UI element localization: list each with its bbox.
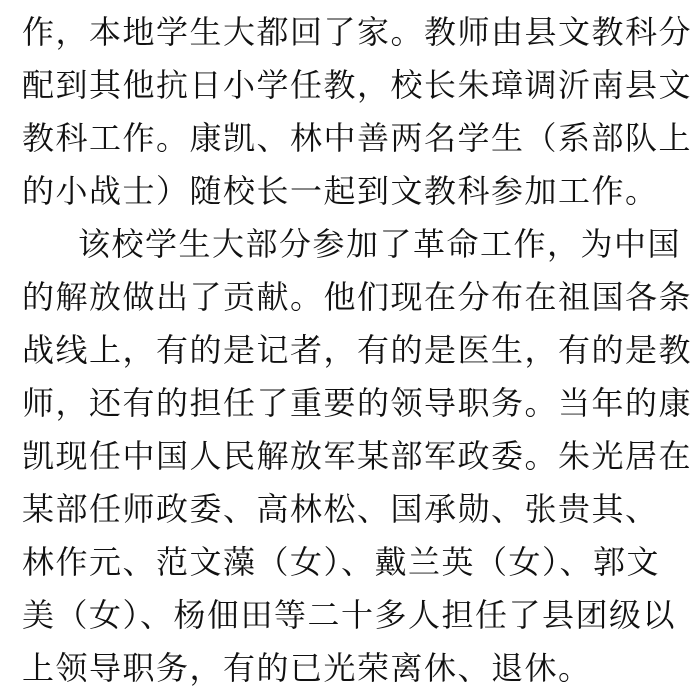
text-line-10: 某部任师政委、高林松、国承勋、张贵其、 bbox=[22, 490, 659, 528]
text-line-13: 上领导职务，有的已光荣离休、退休。 bbox=[22, 649, 592, 687]
text-line-1: 作，本地学生大都回了家。教师由县文教科分 bbox=[22, 13, 692, 51]
text-line-8: 师，还有的担任了重要的领导职务。当年的康 bbox=[22, 384, 692, 422]
text-line-6: 的解放做出了贡献。他们现在分布在祖国各条 bbox=[22, 278, 692, 316]
text-line-2: 配到其他抗日小学任教，校长朱璋调沂南县文 bbox=[22, 66, 692, 104]
text-line-11: 林作元、范文藻（女）、戴兰英（女）、郭文 bbox=[22, 543, 661, 581]
text-line-4: 的小战士）随校长一起到文教科参加工作。 bbox=[22, 172, 659, 210]
text-line-7: 战线上，有的是记者，有的是医生，有的是教 bbox=[22, 331, 692, 369]
text-line-3: 教科工作。康凯、林中善两名学生（系部队上 bbox=[22, 119, 692, 157]
text-line-12: 美（女）、杨佃田等二十多人担任了县团级以 bbox=[22, 596, 677, 634]
text-line-5: 该校学生大部分参加了革命工作，为中国 bbox=[78, 225, 682, 263]
text-line-9: 凯现任中国人民解放军某部军政委。朱光居在 bbox=[22, 437, 692, 475]
